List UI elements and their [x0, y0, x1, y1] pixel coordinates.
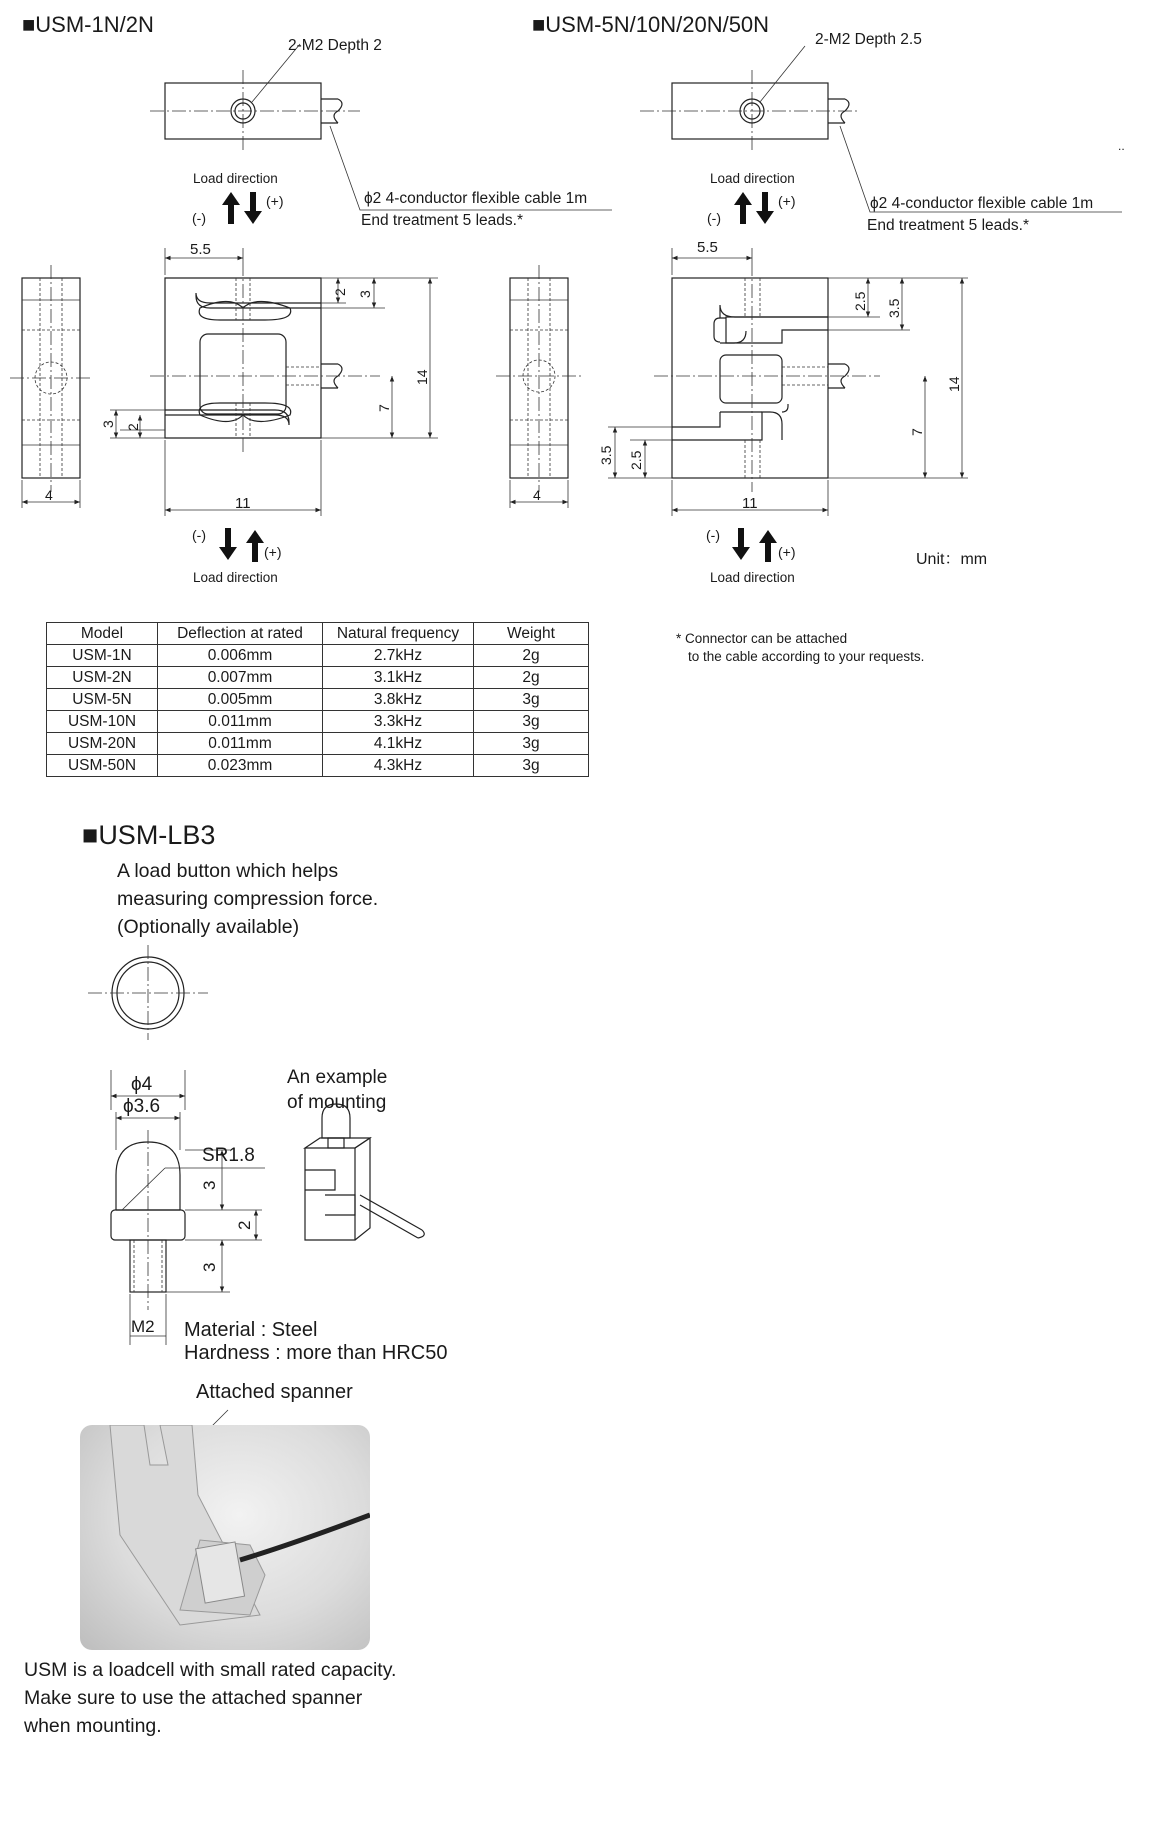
cell-frequency: 3.8kHz [323, 689, 474, 711]
minus-label: (-) [192, 210, 206, 226]
dim-14-right: 14 [946, 376, 962, 392]
title-usm-5n-50n: ■USM-5N/10N/20N/50N [532, 12, 770, 37]
plus-label: (+) [264, 544, 282, 560]
dim-2-5-bottom-right: 2.5 [628, 450, 644, 470]
table-row [47, 711, 589, 733]
lb3-sr: SR1.8 [202, 1145, 255, 1166]
right-front-view [608, 248, 968, 516]
dim-4-left: 4 [45, 487, 53, 503]
hardness-label: Hardness : more than HRC50 [184, 1342, 448, 1364]
cell-deflection: 0.011mm [158, 733, 323, 755]
table-row [47, 755, 589, 777]
material-label: Material : Steel [184, 1319, 318, 1341]
arrow-up-icon [734, 192, 752, 224]
plus-label: (+) [778, 193, 796, 209]
minus-label: (-) [707, 210, 721, 226]
spanner-label: Attached spanner [196, 1381, 353, 1403]
load-direction-label: Load direction [710, 570, 795, 585]
cell-model: USM-1N [47, 645, 158, 667]
cell-model: USM-20N [47, 733, 158, 755]
table-row [47, 645, 589, 667]
cell-weight: 3g [474, 733, 589, 755]
dim-3-left: 3 [357, 290, 373, 298]
left-front-view [110, 248, 438, 516]
cell-deflection: 0.007mm [158, 667, 323, 689]
minus-label: (-) [706, 527, 720, 543]
minus-label: (-) [192, 527, 206, 543]
load-direction-label: Load direction [193, 570, 278, 585]
example-label-1: An example [287, 1067, 388, 1088]
dim-3-bottom-left: 3 [100, 420, 116, 428]
cable-label-right-2: End treatment 5 leads.* [867, 217, 1029, 234]
example-label-2: of mounting [287, 1092, 387, 1113]
title-usm-1n-2n: ■USM-1N/2N [22, 12, 154, 37]
dim-2-5-right: 2.5 [852, 291, 868, 311]
dim-11-right: 11 [742, 495, 758, 512]
table-row [47, 733, 589, 755]
lb3-top-view [88, 945, 208, 1040]
thread-label-right: 2-M2 Depth 2.5 [815, 31, 922, 48]
arrow-down-icon [219, 528, 237, 560]
dim-2-bottom-left: 2 [125, 423, 141, 431]
cell-weight: 2g [474, 667, 589, 689]
cell-frequency: 4.3kHz [323, 755, 474, 777]
col-frequency: Natural frequency [323, 623, 474, 645]
lb3-desc-1: A load button which helps [117, 860, 339, 882]
arrow-down-icon [244, 192, 262, 224]
stray-dots: .. [1118, 139, 1125, 153]
dim-11-left: 11 [235, 495, 251, 512]
cell-model: USM-10N [47, 711, 158, 733]
table-header-row [47, 623, 589, 645]
connector-note-1: * Connector can be attached [676, 631, 848, 646]
arrow-up-icon [759, 530, 777, 562]
spanner-illustration [80, 1425, 370, 1650]
cell-model: USM-2N [47, 667, 158, 689]
dim-7-left: 7 [376, 404, 392, 412]
cell-weight: 3g [474, 711, 589, 733]
dim-2-left: 2 [332, 288, 348, 296]
cell-model: USM-50N [47, 755, 158, 777]
col-deflection: Deflection at rated [158, 623, 323, 645]
lb3-desc-3: (Optionally available) [117, 916, 300, 938]
lb3-dim-3a: 3 [200, 1180, 219, 1190]
dim-4-right: 4 [533, 487, 541, 503]
table-row [47, 689, 589, 711]
arrow-down-icon [732, 528, 750, 560]
lb3-phi36: ϕ3.6 [123, 1096, 161, 1117]
title-square-icon: ■ [532, 12, 546, 37]
cell-weight: 3g [474, 689, 589, 711]
cell-frequency: 4.1kHz [323, 733, 474, 755]
dim-7-right: 7 [909, 428, 925, 436]
cell-deflection: 0.005mm [158, 689, 323, 711]
load-direction-label: Load direction [710, 171, 795, 186]
arrow-down-icon [756, 192, 774, 224]
dim-3-5-right: 3.5 [886, 298, 902, 318]
plus-label: (+) [778, 544, 796, 560]
unit-label: Unit：mm [916, 551, 988, 568]
cell-weight: 2g [474, 645, 589, 667]
arrow-up-icon [246, 530, 264, 562]
spanner-note-2: Make sure to use the attached spanner [24, 1687, 363, 1709]
cell-frequency: 2.7kHz [323, 645, 474, 667]
cell-deflection: 0.006mm [158, 645, 323, 667]
dim-14-left: 14 [414, 369, 430, 385]
spec-table [46, 622, 589, 777]
cable-label-right: ϕ2 4-conductor flexible cable 1m [870, 195, 1094, 212]
table-row [47, 667, 589, 689]
thread-label-left: 2-M2 Depth 2 [288, 37, 382, 54]
title-square-icon: ■ [82, 820, 99, 850]
col-model: Model [47, 623, 158, 645]
arrow-up-icon [222, 192, 240, 224]
spanner-note-1: USM is a loadcell with small rated capacity. [24, 1659, 397, 1681]
lb3-desc-2: measuring compression force. [117, 888, 379, 910]
spanner-note-3: when mounting. [24, 1715, 162, 1737]
cable-label-left: ϕ2 4-conductor flexible cable 1m [364, 190, 588, 207]
lb3-phi4: ϕ4 [131, 1074, 153, 1095]
left-side-view [10, 265, 92, 508]
cell-weight: 3g [474, 755, 589, 777]
mounting-example [305, 1104, 424, 1240]
lb3-dim-2: 2 [235, 1220, 254, 1230]
col-weight: Weight [474, 623, 589, 645]
title-square-icon: ■ [22, 12, 36, 37]
dim-5-5-left: 5.5 [190, 241, 211, 258]
plus-label: (+) [266, 193, 284, 209]
load-direction-label: Load direction [193, 171, 278, 186]
cell-frequency: 3.3kHz [323, 711, 474, 733]
right-side-view [496, 265, 582, 508]
connector-note-2: to the cable according to your requests. [688, 649, 925, 664]
lb3-dim-3b: 3 [200, 1262, 219, 1272]
cable-label-left-2: End treatment 5 leads.* [361, 212, 523, 229]
dim-5-5-right: 5.5 [697, 239, 718, 256]
right-top-view [640, 46, 1122, 212]
lb3-m2: M2 [131, 1317, 155, 1336]
spanner-photo [80, 1425, 370, 1650]
cell-deflection: 0.023mm [158, 755, 323, 777]
cell-deflection: 0.011mm [158, 711, 323, 733]
cell-model: USM-5N [47, 689, 158, 711]
lb3-title: ■USM-LB3 [82, 820, 216, 850]
dim-3-5-bottom-right: 3.5 [598, 445, 614, 465]
cell-frequency: 3.1kHz [323, 667, 474, 689]
